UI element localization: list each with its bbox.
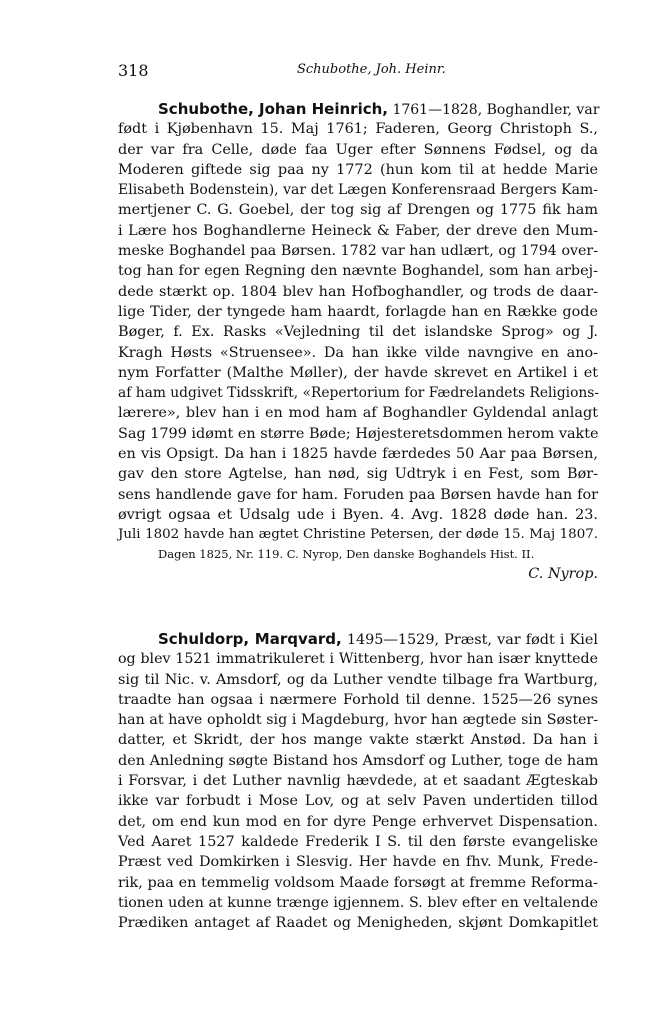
body-line: af ham udgivet Tidsskrift, «Repertorium for Fædrelandets Religions- [118, 385, 600, 402]
body-line: i Forsvar, i det Luther navnlig hævdede, at et saadant Ægteskab [118, 773, 598, 790]
body-line: Moderen giftede sig paa ny 1772 (hun kom til at hedde Marie [118, 161, 598, 178]
body-line: Sag 1799 idømt en større Bøde; Højesteretsdommen herom vakte [118, 425, 599, 442]
headword: Schuldorp, Marqvard, [158, 630, 342, 648]
body-line: Præst ved Domkirken i Slesvig. Her havde en fhv. Munk, Frede- [118, 854, 598, 871]
entry-first-line [118, 99, 598, 119]
body-line: Kragh Høsts «Struensee». Da han ikke vilde navngive en ano- [118, 344, 598, 361]
body-line: i Lære hos Boghandlerne Heineck & Faber, der dreve den Mum- [118, 222, 598, 239]
entry-schuldorp [118, 629, 598, 933]
body-line: nym Forfatter (Malthe Møller), der havde skrevet en Artikel i et [118, 364, 598, 381]
body-line: datter, et Skridt, der hos mange vakte stærkt Anstød. Da han i [118, 732, 598, 749]
body-line: Juli 1802 havde han ægtet Christine Petersen, der døde 15. Maj 1807. [118, 527, 598, 543]
body-line: den Anledning søgte Bistand hos Amsdorf og Luther, toge de ham [118, 752, 599, 769]
body-line: født i Kjøbenhavn 15. Maj 1761; Faderen, Georg Christoph S., [118, 121, 598, 138]
body-line: der var fra Celle, døde faa Uger efter Sønnens Fødsel, og da [118, 141, 598, 158]
body-line: traadte han ogsaa i nærmere Forhold til denne. 1525—26 synes [118, 691, 598, 708]
body-line: Ved Aaret 1527 kaldede Frederik I S. til den første evangeliske [118, 833, 598, 850]
headword: Schubothe, Johan Heinrich, [158, 100, 388, 118]
body-line: Bøger, f. Ex. Rasks «Vejledning til det islandske Sprog» og J. [118, 324, 598, 341]
body-line: meske Boghandel paa Børsen. 1782 var han udlært, og 1794 over- [118, 243, 598, 260]
body-line: gav den store Agtelse, han nød, sig Udtryk i en Fest, som Bør- [118, 466, 598, 483]
body-line: øvrigt ogsaa et Udsalg ude i Byen. 4. Avg. 1828 døde han. 23. [118, 506, 598, 523]
body-line: tog han for egen Regning den nævnte Boghandel, som han arbej- [118, 263, 598, 280]
sources: Dagen 1825, Nr. 119. C. Nyrop, Den danske Boghandels Hist. II. [158, 546, 535, 561]
body-line: sig til Nic. v. Amsdorf, og da Luther vendte tilbage fra Wartburg, [118, 671, 598, 688]
entry-text: 1495—1529, Præst, var født i Kiel [346, 632, 599, 648]
page-number: 318 [118, 61, 149, 80]
author-signature: C. Nyrop. [528, 565, 598, 582]
body-line: tionen uden at kunne trænge igjennem. S. blev efter en veltalende [118, 894, 598, 911]
body-line: mertjener C. G. Goebel, der tog sig af Drengen og 1775 fik ham [118, 202, 598, 219]
body-line: rik, paa en temmelig voldsom Maade forsøgt at fremme Reforma- [118, 874, 598, 891]
body-line: Prædiken antaget af Raadet og Menigheden, skjønt Domkapitlet [118, 915, 598, 932]
body-line: ikke var forbudt i Mose Lov, og at selv Paven undertiden tillod [118, 793, 598, 810]
entry-text: 1761—1828, Boghandler, var [392, 102, 600, 118]
body-line: dede stærkt op. 1804 blev han Hofboghandler, og trods de daar- [118, 283, 598, 300]
body-line: og blev 1521 immatrikuleret i Wittenberg, hvor han især knyttede [118, 651, 598, 668]
body-line: en vis Opsigt. Da han i 1825 havde færdedes 50 Aar paa Børsen, [118, 446, 598, 463]
body-line: Elisabeth Bodenstein), var det Lægen Konferensraad Bergers Kam- [118, 182, 598, 199]
body-line: lærere», blev han i en mod ham af Boghandler Gyldendal anlagt [118, 405, 598, 422]
body-line: sens handlende gave for ham. Foruden paa Børsen havde han for [118, 486, 598, 503]
entry-schubothe [118, 99, 598, 585]
body-line: det, om end kun mod en for dyre Penge erhvervet Dispensation. [118, 813, 598, 830]
running-title: Schubothe, Joh. Heinr. [297, 62, 446, 77]
body-line: lige Tider, der tyngede ham haardt, forlagde han en Række gode [118, 303, 598, 320]
body-line: han at have opholdt sig i Magdeburg, hvor han ægtede sin Søster- [118, 712, 598, 729]
entry-first-line [118, 629, 598, 649]
